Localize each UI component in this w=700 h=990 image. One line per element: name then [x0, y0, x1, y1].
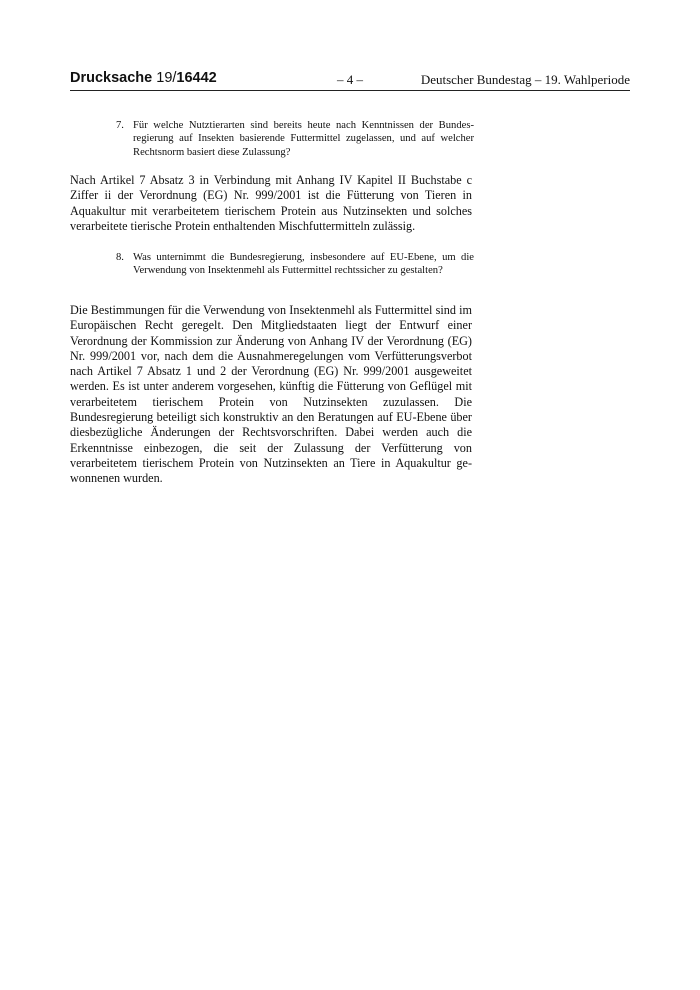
- document-number-main: 16442: [176, 70, 217, 86]
- page-number: – 4 –: [337, 72, 363, 87]
- question-number: 8.: [116, 252, 124, 263]
- answer-7: Nach Artikel 7 Absatz 3 in Verbindung mit Anhang IV Kapitel II Buchstabe c Ziffer ii der Verordnung (EG) Nr. 999/2001 ist die Fütterung von Tieren in Aquakultur mit verarbeitetem tierischem Protein aus Nutzinsekten und solches verarbeitete tierische Protein enthaltenden Mischfuttermitteln zulässig.: [70, 173, 472, 233]
- document-number-prefix: 19/: [156, 70, 177, 86]
- question-number: 7.: [116, 120, 124, 131]
- document-label: Drucksache: [70, 70, 153, 86]
- page-header: [70, 68, 630, 91]
- answer-8: Die Bestimmungen für die Verwendung von Insektenmehl als Futtermittel sind im Europäischen Recht geregelt. Den Mitgliedstaaten liegt der Entwurf einer Verordnung der Kommission zur Änderung von Anhang IV der Verordnung (EG) Nr. 999/2001 vor, nach dem die Ausnahmeregelungen vom Verfütterungsverbot nach Artikel 7 Absatz 1 und 2 der Verordnung (EG) Nr. 999/2001 ausgeweitet werden. Es ist unter anderem vorgesehen, künftig die Fütterung von Geflügel mit verarbeitetem tierischem Protein von Nutzinsekten zuzulassen. Die Bundesregierung beteiligt sich konstruktiv an den Beratungen auf EU-Ebene über diesbezügliche Änderungen der Rechtsvorschriften. Dabei werden auch die Erkenntnisse einbezogen, die seit der Zulassung der Verfütterung von verarbeitetem tierischem Protein von Nutzinsekten an Tiere in Aquakultur gewonnenen wurden.: [70, 303, 472, 486]
- question-8: [116, 251, 474, 278]
- question-text: Für welche Nutztierarten sind bereits heute nach Kenntnissen der Bundesregierung auf Insekten basierende Futtermittel zugelassen, und auf welcher Rechtsnorm basiert diese Zulassung?: [133, 120, 474, 158]
- question-text: Was unternimmt die Bundesregierung, insbesondere auf EU-Ebene, um die Verwendung von Insektenmehl als Futtermittel rechtssicher zu gestalten?: [133, 252, 474, 277]
- publisher: Deutscher Bundestag – 19. Wahlperiode: [420, 72, 630, 87]
- question-7: [116, 119, 474, 159]
